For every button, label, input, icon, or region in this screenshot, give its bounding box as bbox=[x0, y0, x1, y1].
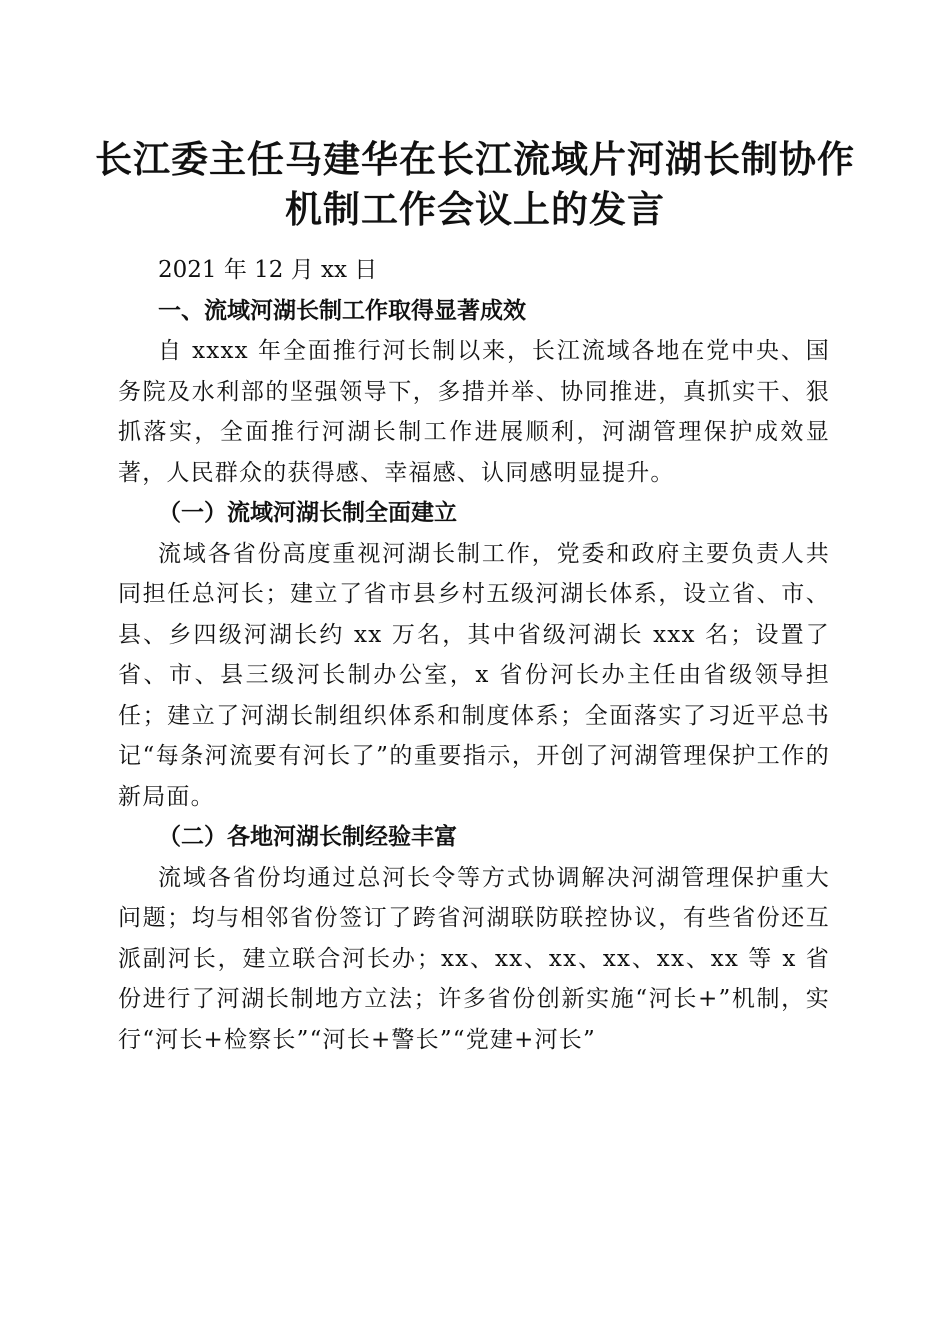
speech-date: 2021 年 12 月 xx 日 bbox=[158, 257, 378, 283]
subsection-1-paragraph: 流域各省份高度重视河湖长制工作，党委和政府主要负责人共同担任总河长；建立了省市县乡村五级河湖长体系，设立省、市、县、乡四级河湖长约 xx 万名，其中省级河湖长 xxx 名；设置了省、市、县三级河长制办公室，x 省份河长办主任由省级领导担任；建立了河湖长制组织体系和制度体系；全面落实了习近平总书记“每条河流要有河长了”的重要指示，开创了河湖管理保护工作的新局面。 bbox=[118, 540, 830, 810]
title-line-2: 机制工作会议上的发言 bbox=[285, 188, 665, 231]
title-line-1: 长江委主任马建华在长江流域片河湖长制协作 bbox=[95, 138, 855, 181]
subsection-2-paragraph: 流域各省份均通过总河长令等方式协调解决河湖管理保护重大问题；均与相邻省份签订了跨省河湖联防联控协议，有些省份还互派副河长，建立联合河长办；xx、xx、xx、xx、xx、xx 等 x 省份进行了河湖长制地方立法；许多省份创新实施“河长+”机制，实行“河长+检察长”“河长+警长”“党建+河长” bbox=[118, 864, 830, 1053]
subsection-heading-1: （一）流域河湖长制全面建立 bbox=[158, 499, 457, 526]
page-title bbox=[60, 135, 890, 235]
section-1-paragraph: 自 xxxx 年全面推行河长制以来，长江流域各地在党中央、国务院及水利部的坚强领导下，多措并举、协同推进，真抓实干、狠抓落实，全面推行河湖长制工作进展顺利，河湖管理保护成效显著，人民群众的获得感、幸福感、认同感明显提升。 bbox=[118, 338, 830, 486]
subsection-heading-2: （二）各地河湖长制经验丰富 bbox=[158, 823, 457, 850]
document-body bbox=[118, 250, 830, 1060]
section-heading-1: 一、流域河湖长制工作取得显著成效 bbox=[158, 297, 526, 324]
